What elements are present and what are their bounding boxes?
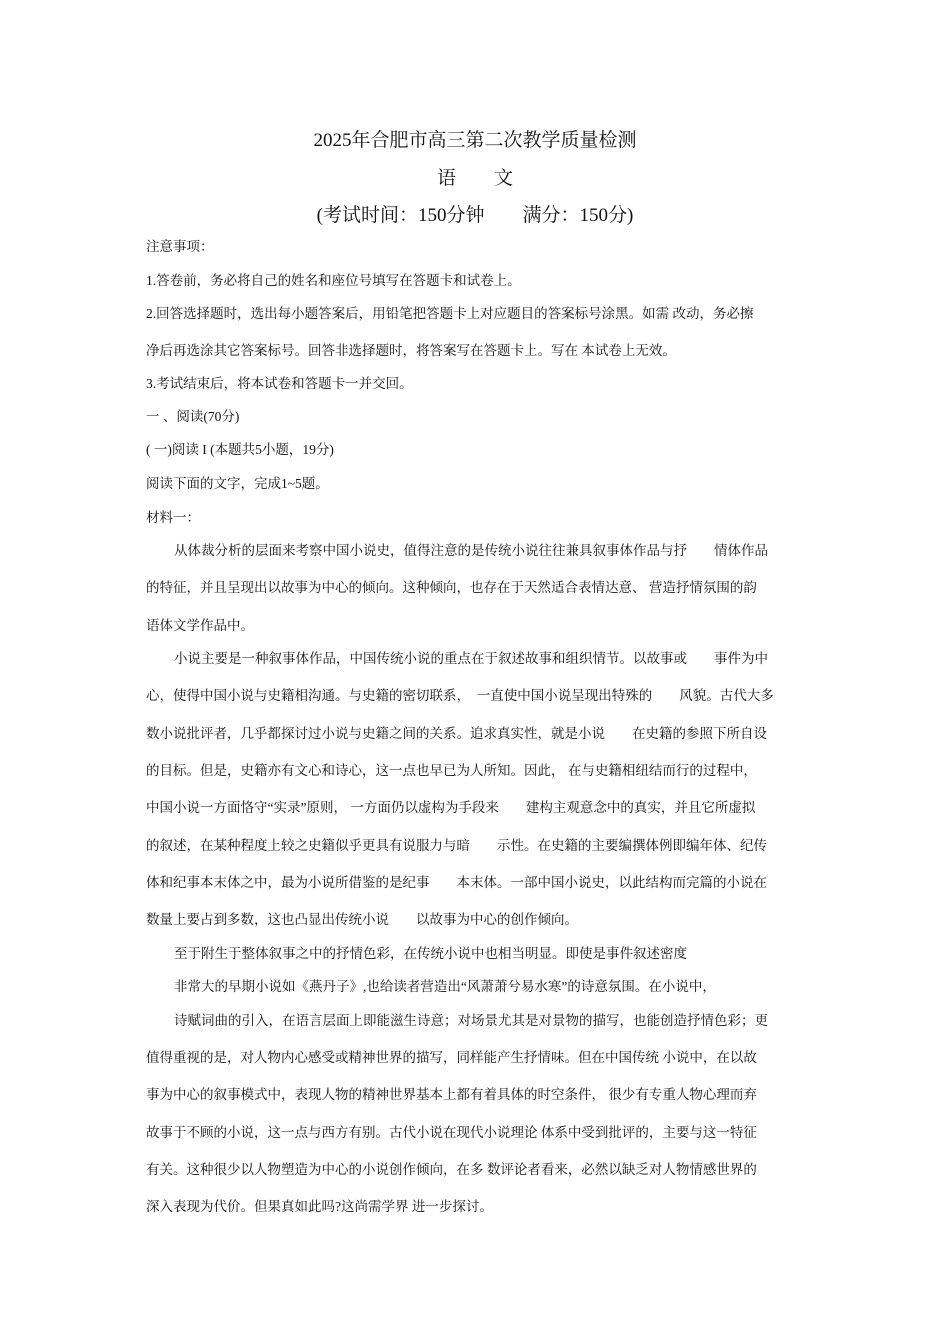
paragraph-1-line-1: 从体裁分析的层面来考察中国小说史，值得注意的是传统小说往往兼具叙事体作品与抒 情体作品: [174, 543, 768, 558]
notice-item-1: 1.答卷前，务必将自己的姓名和座位号填写在答题卡和试卷上。: [146, 273, 521, 288]
material-label: 材料一：: [146, 510, 200, 525]
paragraph-2-line-7: 体和纪事本末体之中，最为小说所借鉴的是纪事 本末体。一部中国小说史，以此结构而完篇的小说在: [146, 875, 767, 890]
paragraph-3-line-1: 至于附生于整体叙事之中的抒情色彩，在传统小说中也相当明显。即使是事件叙述密度: [174, 946, 687, 961]
paragraph-1-line-2: 的特征，并且呈现出以故事为中心的倾向。这种倾向，也存在于天然适合表情达意、 营造抒情氛围的韵: [146, 580, 757, 595]
paragraph-3-line-6: 故事于不顾的小说，这一点与西方有别。古代小说在现代小说理论 体系中受到批评的，主要与这一特征: [146, 1125, 757, 1140]
paragraph-2-line-3: 数小说批评者，几乎都探讨过小说与史籍之间的关系。追求真实性，就是小说 在史籍的参照下所自设: [146, 726, 767, 741]
paragraph-2-line-5: 中国小说一方面恪守“实录”原则， 一方面仍以虚构为手段来 建构主观意念中的真实，并且它所虚拟: [146, 800, 756, 815]
exam-title: 2025年合肥市高三第二次教学质量检测: [313, 130, 637, 151]
subject-title: 语 文: [436, 168, 513, 189]
paragraph-3-line-3: 诗赋词曲的引入，在语言层面上即能滋生诗意；对场景尤其是对景物的描写，也能创造抒情色彩；更: [174, 1013, 768, 1028]
notice-item-3: 3.考试结束后，将本试卷和答题卡一并交回。: [146, 376, 413, 391]
notice-item-2-line-1: 2.回答选择题时，选出每小题答案后，用铅笔把答题卡上对应题目的答案标号涂黑。如需 改动，务必擦: [146, 306, 754, 321]
paragraph-3-line-7: 有关。这种很少以人物塑造为中心的小说创作倾向，在多 数评论者看来，必然以缺乏对人物情感世界的: [146, 1162, 757, 1177]
paragraph-1-line-3: 语体文学作品中。: [146, 618, 254, 633]
notice-heading: 注意事项：: [146, 239, 214, 254]
paragraph-3-line-5: 事为中心的叙事模式中，表现人物的精神世界基本上都有着具体的时空条件， 很少有专重人物心理而弃: [146, 1087, 757, 1102]
paragraph-3-line-2: 非常大的早期小说如《燕丹子》,也给读者营造出“风萧萧兮易水寒”的诗意氛围。在小说中，: [174, 979, 716, 994]
paragraph-2-line-6: 的叙述，在某种程度上较之史籍似乎更具有说服力与暗 示性。在史籍的主要编撰体例即编年体、纪传: [146, 838, 767, 853]
section-heading: 一 、阅读(70分): [146, 409, 240, 424]
paragraph-2-line-1: 小说主要是一种叙事体作品，中国传统小说的重点在于叙述故事和组织情节。以故事或 事件为中: [174, 651, 768, 666]
paragraph-2-line-4: 的目标。但是，史籍亦有文心和诗心，这一点也早已为人所知。因此， 在与史籍相纽结而行的过程中，: [146, 763, 757, 778]
notice-item-2-line-2: 净后再选涂其它答案标号。回答非选择题时，将答案写在答题卡上。写在 本试卷上无效。: [146, 343, 676, 358]
reading-instruction: 阅读下面的文字，完成1~5题。: [146, 476, 329, 491]
paragraph-2-line-8: 数量上要占到多数，这也凸显出传统小说 以故事为中心的创作倾向。: [146, 912, 578, 927]
sub-section-heading: ( 一)阅读 I (本题共5小题，19分): [146, 442, 334, 457]
paragraph-2-line-2: 心，使得中国小说与史籍相沟通。与史籍的密切联系， 一直使中国小说呈现出特殊的 风貌。古代大多: [146, 688, 774, 703]
paragraph-3-line-8: 深入表现为代价。但果真如此吗?这尚需学界 进一步探讨。: [146, 1199, 493, 1214]
paragraph-3-line-4: 值得重视的是，对人物内心感受或精神世界的描写，同样能产生抒情味。但在中国传统 小说中，在以故: [146, 1050, 757, 1065]
exam-info: (考试时间：150分钟 满分：150分): [316, 205, 634, 226]
